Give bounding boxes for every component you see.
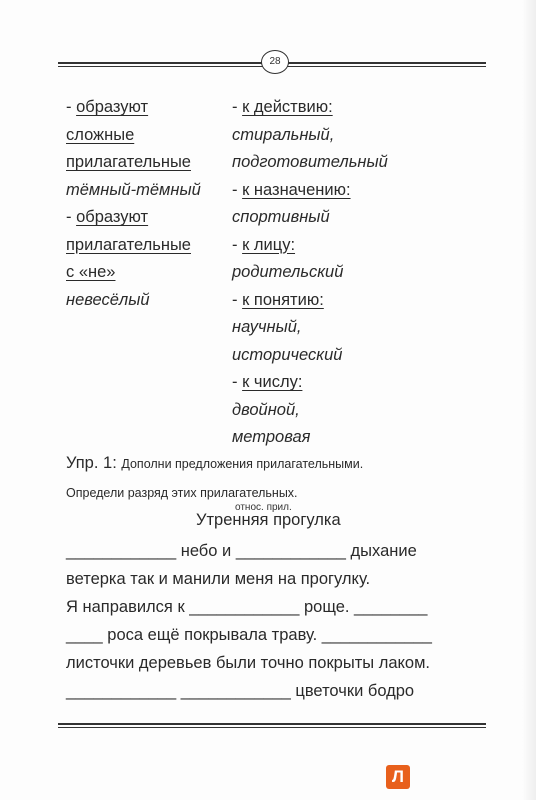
underlined-term: к действию: <box>242 98 333 116</box>
handwritten-note: относ. прил. <box>235 502 292 513</box>
right-column-line <box>232 232 388 260</box>
right-column-line <box>232 177 388 205</box>
left-column <box>66 94 201 314</box>
right-column-line <box>232 287 388 315</box>
example-word: подготовительный <box>232 153 388 171</box>
exercise-instruction: Дополни предложения прилагательными. <box>121 457 364 471</box>
exercise-label: Упр. 1: <box>66 454 122 472</box>
story-line: Я направился к ____________ роще. ________ <box>66 598 428 616</box>
underlined-term: к назначению: <box>242 180 351 199</box>
underlined-term: к понятию: <box>242 290 324 309</box>
dash-prefix: - <box>66 208 77 226</box>
story-line: листочки деревьев были точно покрыты лаком. <box>66 654 431 672</box>
right-column-line <box>232 369 388 397</box>
footer-rule <box>58 723 486 728</box>
right-column-line <box>232 424 388 452</box>
example-word: двойной, <box>232 400 300 419</box>
left-column-line <box>66 259 201 287</box>
underlined-term: к числу: <box>242 373 303 391</box>
underlined-term: к лицу: <box>242 235 296 254</box>
example-word: тёмный-тёмный <box>66 180 201 199</box>
right-column <box>232 94 388 452</box>
example-word: научный, <box>232 318 302 336</box>
dash-prefix: - <box>66 98 77 116</box>
right-column-line <box>232 259 388 287</box>
example-word: родительский <box>232 263 344 281</box>
left-column-line <box>66 149 201 177</box>
dash-prefix: - <box>232 290 243 309</box>
story-line: ветерка так и манили меня на прогулку. <box>66 570 371 588</box>
example-word: невесёлый <box>66 290 150 309</box>
underlined-term: сложные <box>66 125 135 144</box>
left-column-line <box>66 94 201 122</box>
example-word: исторический <box>232 345 343 364</box>
left-column-line <box>66 204 201 232</box>
story-line: ____________ небо и ____________ дыхание <box>66 542 417 560</box>
right-column-line <box>232 314 388 342</box>
example-word: спортивный <box>232 208 330 226</box>
right-column-line <box>232 204 388 232</box>
story-title: Утренняя прогулка <box>196 511 341 529</box>
story-line: ____ роса ещё покрывала траву. ____________ <box>66 626 432 644</box>
underlined-term: с «не» <box>66 263 116 281</box>
underlined-term: образуют <box>76 98 149 116</box>
example-word: метровая <box>232 428 311 446</box>
right-column-line <box>232 94 388 122</box>
left-column-line <box>66 177 201 205</box>
story-text <box>66 537 432 705</box>
story-line: ____________ ____________ цветочки бодро <box>66 682 415 700</box>
underlined-term: прилагательные <box>66 153 191 171</box>
example-word: стиральный, <box>232 125 335 144</box>
dash-prefix: - <box>232 98 243 116</box>
dash-prefix: - <box>232 373 243 391</box>
dash-prefix: - <box>232 235 243 254</box>
exercise-heading <box>66 454 363 473</box>
right-column-line <box>232 122 388 150</box>
right-column-line <box>232 342 388 370</box>
right-column-line <box>232 397 388 425</box>
left-column-line <box>66 232 201 260</box>
left-column-line <box>66 122 201 150</box>
underlined-term: прилагательные <box>66 235 191 254</box>
left-column-line <box>66 287 201 315</box>
right-column-line <box>232 149 388 177</box>
page-number: 28 <box>261 50 289 74</box>
page-edge-shadow <box>522 0 536 800</box>
exercise-instruction-2: Определи разряд этих прилагательных. <box>66 486 298 500</box>
publisher-logo: Л <box>386 765 410 789</box>
dash-prefix: - <box>232 180 243 199</box>
underlined-term: образуют <box>76 208 149 226</box>
